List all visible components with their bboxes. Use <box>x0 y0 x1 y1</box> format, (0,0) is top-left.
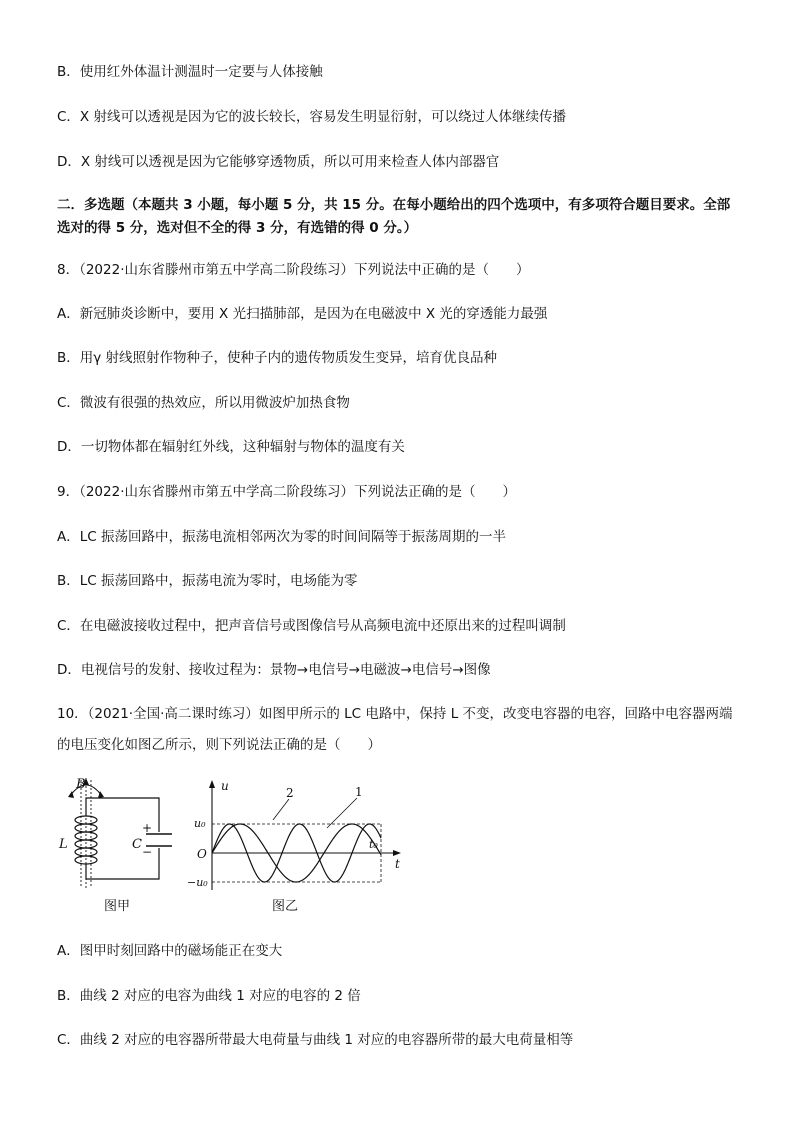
figure-a-lc-circuit <box>56 776 176 891</box>
q10-stem-line2: 的电压变化如图乙所示，则下列说法正确的是（ ） <box>57 737 381 753</box>
q7-option-d: D．X 射线可以透视是因为它能够穿透物质，所以可用来检查人体内部器官 <box>57 154 500 170</box>
figure-a-caption: 图甲 <box>104 899 131 914</box>
figure-b-axis-u: u <box>221 779 229 793</box>
figure-b-label-t0: t₀ <box>369 838 378 851</box>
q7-option-b: B．使用红外体温计测温时一定要与人体接触 <box>57 64 323 80</box>
q9-stem: 9．（2022·山东省滕州市第五中学高二阶段练习）下列说法正确的是（ ） <box>57 484 516 500</box>
q9-option-b: B．LC 振荡回路中，振荡电流为零时，电场能为零 <box>57 573 358 589</box>
figure-a-label-b: B <box>76 777 86 792</box>
q10-stem-line1: 10．（2021·全国·高二课时练习）如图甲所示的 LC 电路中，保持 L 不变，改变电容器的电容，回路中电容器两端 <box>57 706 733 722</box>
q8-option-a: A．新冠肺炎诊断中，要用 X 光扫描肺部，是因为在电磁波中 X 光的穿透能力最强 <box>57 306 548 322</box>
figure-b-curve-2-label: 2 <box>286 786 294 800</box>
figure-b-curve-1-label: 1 <box>355 785 363 799</box>
section-2-header-line2: 选对的得 5 分，选对但不全的得 3 分，有选错的得 0 分。） <box>57 220 418 236</box>
figure-a-minus-sign: − <box>142 845 153 859</box>
figure-b-origin: O <box>197 847 207 861</box>
q9-option-d: D．电视信号的发射、接收过程为：景物→电信号→电磁波→电信号→图像 <box>57 662 491 678</box>
q10-option-a: A．图甲时刻回路中的磁场能正在变大 <box>57 943 283 959</box>
q8-option-c: C．微波有很强的热效应，所以用微波炉加热食物 <box>57 395 350 411</box>
q8-stem: 8．（2022·山东省滕州市第五中学高二阶段练习）下列说法中正确的是（ ） <box>57 262 530 278</box>
q10-option-b: B．曲线 2 对应的电容为曲线 1 对应的电容的 2 倍 <box>57 988 361 1004</box>
q7-option-c: C．X 射线可以透视是因为它的波长较长，容易发生明显衍射，可以绕过人体继续传播 <box>57 109 566 125</box>
figure-b-voltage-graph <box>185 778 405 896</box>
figure-a-label-c: C <box>132 837 142 852</box>
q8-option-d: D．一切物体都在辐射红外线，这种辐射与物体的温度有关 <box>57 439 405 455</box>
section-2-header-line1: 二．多选题（本题共 3 小题，每小题 5 分，共 15 分。在每小题给出的四个选项中，有多项符合题目要求。全部 <box>57 197 731 213</box>
figure-b-label-neg-u0: −u₀ <box>187 876 208 889</box>
figure-b-caption: 图乙 <box>272 899 299 914</box>
q9-option-a: A．LC 振荡回路中，振荡电流相邻两次为零的时间间隔等于振荡周期的一半 <box>57 529 506 545</box>
figure-b-axis-t: t <box>395 857 400 871</box>
figure-b-label-u0: u₀ <box>194 817 206 830</box>
q10-option-c: C．曲线 2 对应的电容器所带最大电荷量与曲线 1 对应的电容器所带的最大电荷量相等 <box>57 1032 574 1048</box>
q8-option-b: B．用γ 射线照射作物种子，使种子内的遗传物质发生变异，培育优良品种 <box>57 350 498 366</box>
figure-a-label-l: L <box>59 837 68 852</box>
q9-option-c: C．在电磁波接收过程中，把声音信号或图像信号从高频电流中还原出来的过程叫调制 <box>57 618 566 634</box>
figure-a-plus-sign: + <box>142 821 153 835</box>
